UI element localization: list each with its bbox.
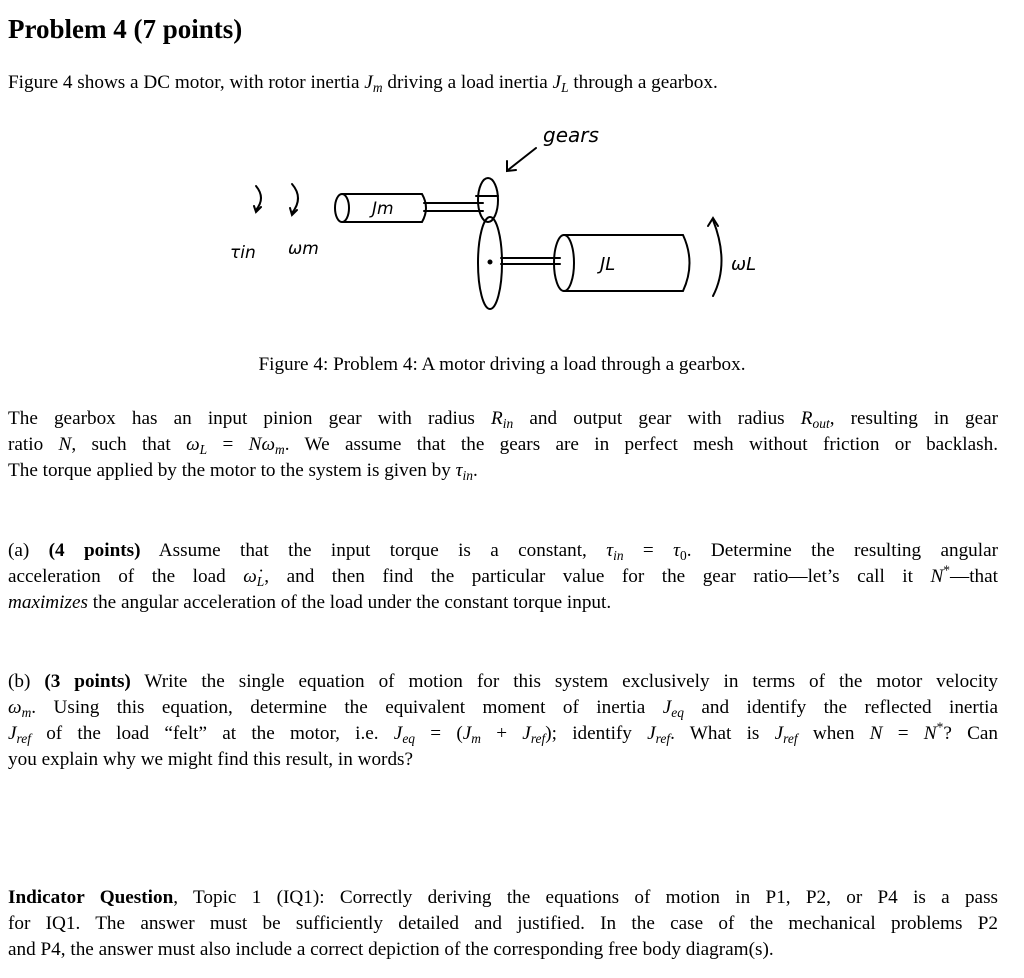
indicator-line3: and P4, the answer must also include a correct depiction of the corresponding free body diagram(s). xyxy=(8,939,774,960)
jl-label: JL xyxy=(600,254,616,275)
intro-line: Figure 4 shows a DC motor, with rotor inertia $J_m$ driving a load inertia $J_L$ through a gearbox. xyxy=(8,72,718,95)
motor-shaft xyxy=(424,203,483,211)
motor-end-cap xyxy=(335,194,349,222)
omega-m-arrow-icon xyxy=(292,184,298,213)
omega-l-label: ωL xyxy=(731,254,757,275)
part-b-line3: $J_{ref}$ of the load “felt” at the motor, i.e. $J_{eq} = (J_m + J_{ref})$; identify $J_{ref}$. What is $J_{ref}$ when N = N*? Can xyxy=(8,719,998,746)
load-shaft xyxy=(501,258,560,264)
indicator-line2: for IQ1. The answer must be sufficiently detailed and justified. In the case of the mechanical problems P2 xyxy=(8,913,998,934)
tau-in-label: τin xyxy=(230,243,256,263)
part-a-line1: (a) (4 points) Assume that the input torque is a constant, $\tau_{in} = \tau_0$. Determine the resulting angular xyxy=(8,540,999,563)
omega-l-arrow-icon xyxy=(713,220,722,296)
figure-caption: Figure 4: Problem 4: A motor driving a load through a gearbox. xyxy=(258,354,746,375)
part-a-line2: acceleration of the load $\omegȧ_L$, and then find the particular value for the gear ratio—let’s call it N*—that xyxy=(8,562,998,589)
problem-title: Problem 4 (7 points) xyxy=(8,14,243,44)
para1-line2: ratio N, such that $\omega_L = N\omega_m$. We assume that the gears are in perfect mesh without friction or backlash. xyxy=(8,434,999,457)
part-b-line2: $\omega_m$. Using this equation, determine the equivalent moment of inertia $J_{eq}$ and identify the reflected inertia xyxy=(8,697,998,720)
gears-label: gears xyxy=(543,123,599,147)
part-a-line3: maximizes the angular acceleration of the load under the constant torque input. xyxy=(8,592,612,613)
part-b-line1: (b) (3 points) Write the single equation of motion for this system exclusively in terms of the motor velocity xyxy=(8,671,998,692)
indicator-line1: Indicator Question, Topic 1 (IQ1): Correctly deriving the equations of motion in P1, P2, or P4 is a pass xyxy=(8,887,999,908)
motor-gearbox-figure xyxy=(218,118,798,318)
para1-line1: The gearbox has an input pinion gear with radius $R_{in}$ and output gear with radius $R_{out}$, resulting in gear xyxy=(8,408,998,431)
input-pinion-gear xyxy=(478,178,498,222)
part-b-line4: you explain why we might find this result, in words? xyxy=(8,749,414,770)
jm-label: Jm xyxy=(372,199,394,219)
omega-m-label: ωm xyxy=(288,239,319,259)
load-inertia-jl xyxy=(564,235,690,291)
gears-pointer-arrow-icon xyxy=(508,148,536,170)
para1-line3: The torque applied by the motor to the system is given by $\tau_{in}$. xyxy=(8,460,478,483)
